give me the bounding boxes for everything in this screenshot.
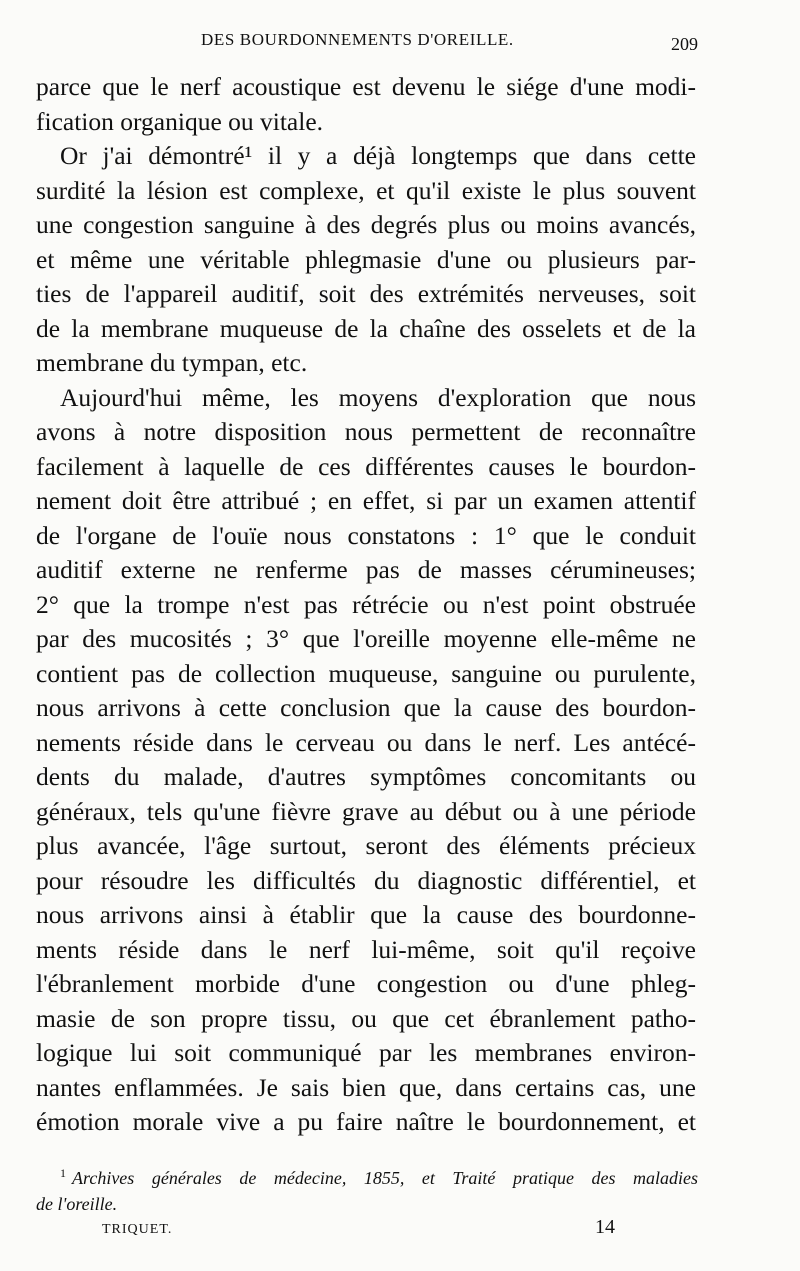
text-line: Or j'ai démontré¹ il y a déjà longtemps que dans cette bbox=[60, 141, 696, 170]
text-line: contient pas de collection muqueuse, sanguine ou purulente, bbox=[36, 658, 696, 688]
text-line: nement doit être attribué ; en effet, si par un examen attentif bbox=[36, 486, 696, 515]
text-line: une congestion sanguine à des degrés plus ou moins avancés, bbox=[36, 210, 696, 239]
text-line: Aujourd'hui même, les moyens d'exploration que nous bbox=[60, 382, 696, 412]
text-line: l'ébranlement morbide d'une congestion ou d'une phleg- bbox=[36, 969, 696, 998]
text-line: nous arrivons ainsi à établir que la cause des bourdonne- bbox=[36, 900, 696, 929]
text-line: ments réside dans le nerf lui-même, soit qu'il reçoive bbox=[36, 934, 696, 964]
text-line: fication organique ou vitale. bbox=[36, 106, 324, 136]
text-line: par des mucosités ; 3° que l'oreille moyenne elle-même ne bbox=[36, 624, 696, 653]
sheet-number: 14 bbox=[595, 1216, 615, 1238]
text-line: facilement à laquelle de ces différentes causes le bourdon- bbox=[36, 451, 696, 481]
footnote-mark: 1 bbox=[60, 1166, 66, 1180]
footnote-line bbox=[36, 1160, 698, 1191]
text-line: logique lui soit communiqué par les membranes environ- bbox=[36, 1038, 696, 1067]
text-line: 2° que la trompe n'est pas rétrécie ou n'est point obstruée bbox=[36, 589, 696, 619]
running-head bbox=[36, 30, 696, 58]
text-line: de l'organe de l'ouïe nous constatons : 1° que le conduit bbox=[36, 520, 696, 550]
text-line: masie de son propre tissu, ou que cet ébranlement patho- bbox=[36, 1003, 696, 1033]
page-number: 209 bbox=[671, 34, 698, 54]
text-line: membrane du tympan, etc. bbox=[36, 348, 308, 377]
text-line: ties de l'appareil auditif, soit des extrémités nerveuses, soit bbox=[36, 279, 696, 308]
text-line: généraux, tels qu'une fièvre grave au début ou à une période bbox=[36, 796, 696, 826]
text-line: auditif externe ne renferme pas de masses cérumineuses; bbox=[36, 555, 696, 584]
printer-signature: TRIQUET. bbox=[102, 1222, 173, 1237]
text-line: nantes enflammées. Je sais bien que, dans certains cas, une bbox=[36, 1072, 696, 1102]
footnote-text: Archives générales de médecine, 1855, et Traité pratique des maladies bbox=[72, 1168, 698, 1188]
footnote-line: de l'oreille. bbox=[36, 1194, 118, 1214]
body-text bbox=[36, 70, 696, 1140]
text-line: parce que le nerf acoustique est devenu le siége d'une modi- bbox=[36, 72, 696, 101]
text-line: dents du malade, d'autres symptômes concomitants ou bbox=[36, 762, 696, 791]
text-line: surdité la lésion est complexe, et qu'il existe le plus souvent bbox=[36, 175, 696, 205]
footnote bbox=[36, 1160, 698, 1217]
text-line: et même une véritable phlegmasie d'une ou plusieurs par- bbox=[36, 244, 696, 274]
text-line: avons à notre disposition nous permettent de reconnaître bbox=[36, 417, 696, 446]
text-line: pour résoudre les difficultés du diagnostic différentiel, et bbox=[36, 865, 696, 895]
text-line: plus avancée, l'âge surtout, seront des éléments précieux bbox=[36, 831, 696, 860]
text-line: nements réside dans le cerveau ou dans le nerf. Les antécé- bbox=[36, 727, 696, 757]
text-line: nous arrivons à cette conclusion que la cause des bourdon- bbox=[36, 693, 696, 722]
running-title: DES BOURDONNEMENTS D'OREILLE. bbox=[201, 30, 514, 49]
text-line: émotion morale vive a pu faire naître le bourdonnement, et bbox=[36, 1107, 696, 1136]
text-line: de la membrane muqueuse de la chaîne des osselets et de la bbox=[36, 313, 696, 343]
